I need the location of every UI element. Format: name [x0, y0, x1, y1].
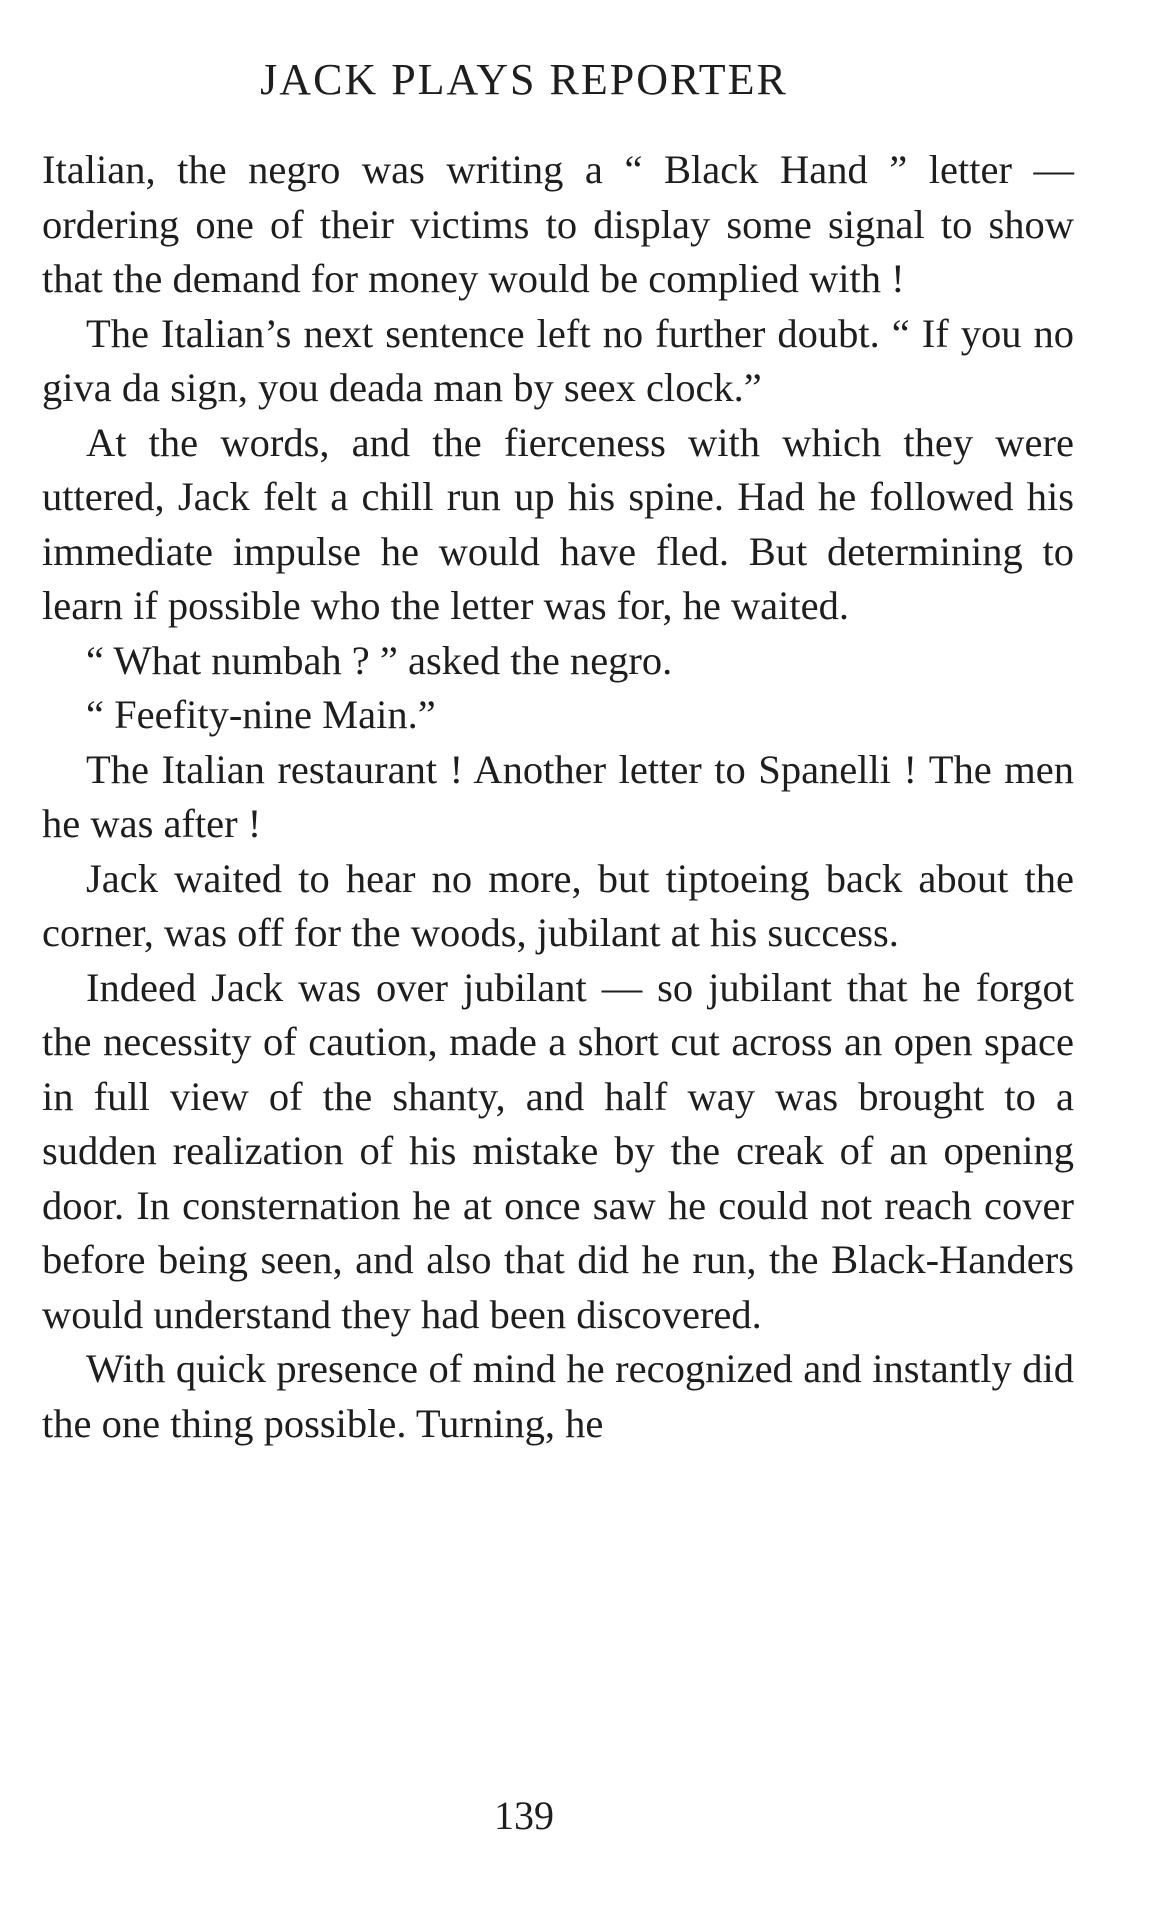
- page-number: 139: [494, 1793, 554, 1838]
- paragraph-9: With quick presence of mind he recognized and instantly did the one thing possible. Turning, he: [42, 1346, 1074, 1446]
- body-text: [42, 143, 1074, 1451]
- paragraph-5: “ Feefity-nine Main.”: [86, 692, 436, 737]
- paragraph-8: Indeed Jack was over jubilant — so jubilant that he forgot the necessity of caution, made a short cut across an open space in full view of the shanty, and half way was brought to a sudden realization of his mistake by the creak of an opening door. In consternation he at once saw he could not reach cover before being seen, and also that did he run, the Black-Handers would understand they had been discovered.: [42, 964, 1074, 1337]
- paragraph-2: The Italian’s next sentence left no further doubt. “ If you no giva da sign, you deada man by seex clock.”: [42, 310, 1074, 410]
- paragraph-1: Italian, the negro was writing a “ Black Hand ” letter — ordering one of their victims to display some signal to show that the demand for money would be complied with !: [42, 147, 1074, 301]
- paragraph-6: The Italian restaurant ! Another letter to Spanelli ! The men he was after !: [42, 746, 1074, 846]
- paragraph-7: Jack waited to hear no more, but tiptoeing back about the corner, was off for the woods, jubilant at his success.: [42, 855, 1074, 955]
- running-head: JACK PLAYS REPORTER: [260, 55, 788, 104]
- paragraph-4: “ What numbah ? ” asked the negro.: [86, 637, 673, 683]
- paragraph-3: At the words, and the fierceness with which they were uttered, Jack felt a chill run up his spine. Had he followed his immediate impulse he would have fled. But determining to learn if possible who the letter was for, he waited.: [42, 419, 1074, 628]
